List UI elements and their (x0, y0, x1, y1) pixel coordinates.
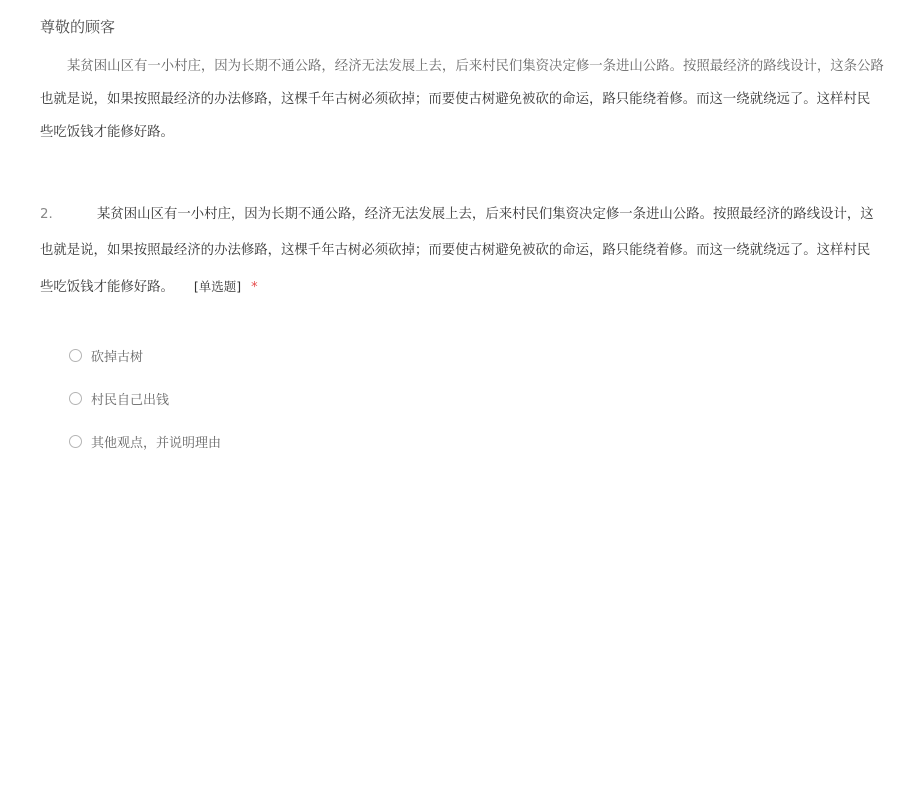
question-2 (40, 197, 900, 305)
question-line (40, 269, 900, 305)
intro-line: 某贫困山区有一小村庄，因为长期不通公路，经济无法发展上去，后来村民们集资决定修一条进山公路。按照最经济的路线设计，这条公路 (67, 59, 884, 74)
option-villagers-pay[interactable] (69, 377, 221, 420)
question-number: 2. (40, 207, 53, 222)
question-text: 些吃饭钱才能修好路。 (40, 280, 174, 295)
radio-button[interactable] (69, 392, 82, 405)
intro-title: 尊敬的顾客 (40, 18, 116, 36)
question-text: 某贫困山区有一小村庄，因为长期不通公路，经济无法发展上去，后来村民们集资决定修一条进山公路。按照最经济的路线设计，这 (97, 207, 874, 222)
intro-line: 也就是说，如果按照最经济的办法修路，这棵千年古树必须砍掉；而要使古树避免被砍的命运，路只能绕着修。而这一绕就绕远了。这样村民 (40, 92, 871, 107)
question-line (40, 197, 900, 233)
option-cut-tree[interactable] (69, 334, 221, 377)
option-other-opinion[interactable] (69, 420, 221, 463)
option-label: 其他观点，并说明理由 (91, 436, 222, 451)
option-label: 村民自己出钱 (91, 393, 170, 408)
question-line: 也就是说，如果按照最经济的办法修路，这棵千年古树必须砍掉；而要使古树避免被砍的命运，路只能绕着修。而这一绕就绕远了。这样村民 (40, 243, 871, 258)
intro-text (40, 50, 900, 149)
radio-button[interactable] (69, 349, 82, 362)
option-label: 砍掉古树 (91, 350, 144, 365)
intro-line: 些吃饭钱才能修好路。 (40, 125, 174, 140)
option-list (69, 334, 221, 463)
required-mark: * (251, 280, 258, 295)
radio-button[interactable] (69, 435, 82, 448)
question-type-label: [单选题] (193, 279, 242, 294)
